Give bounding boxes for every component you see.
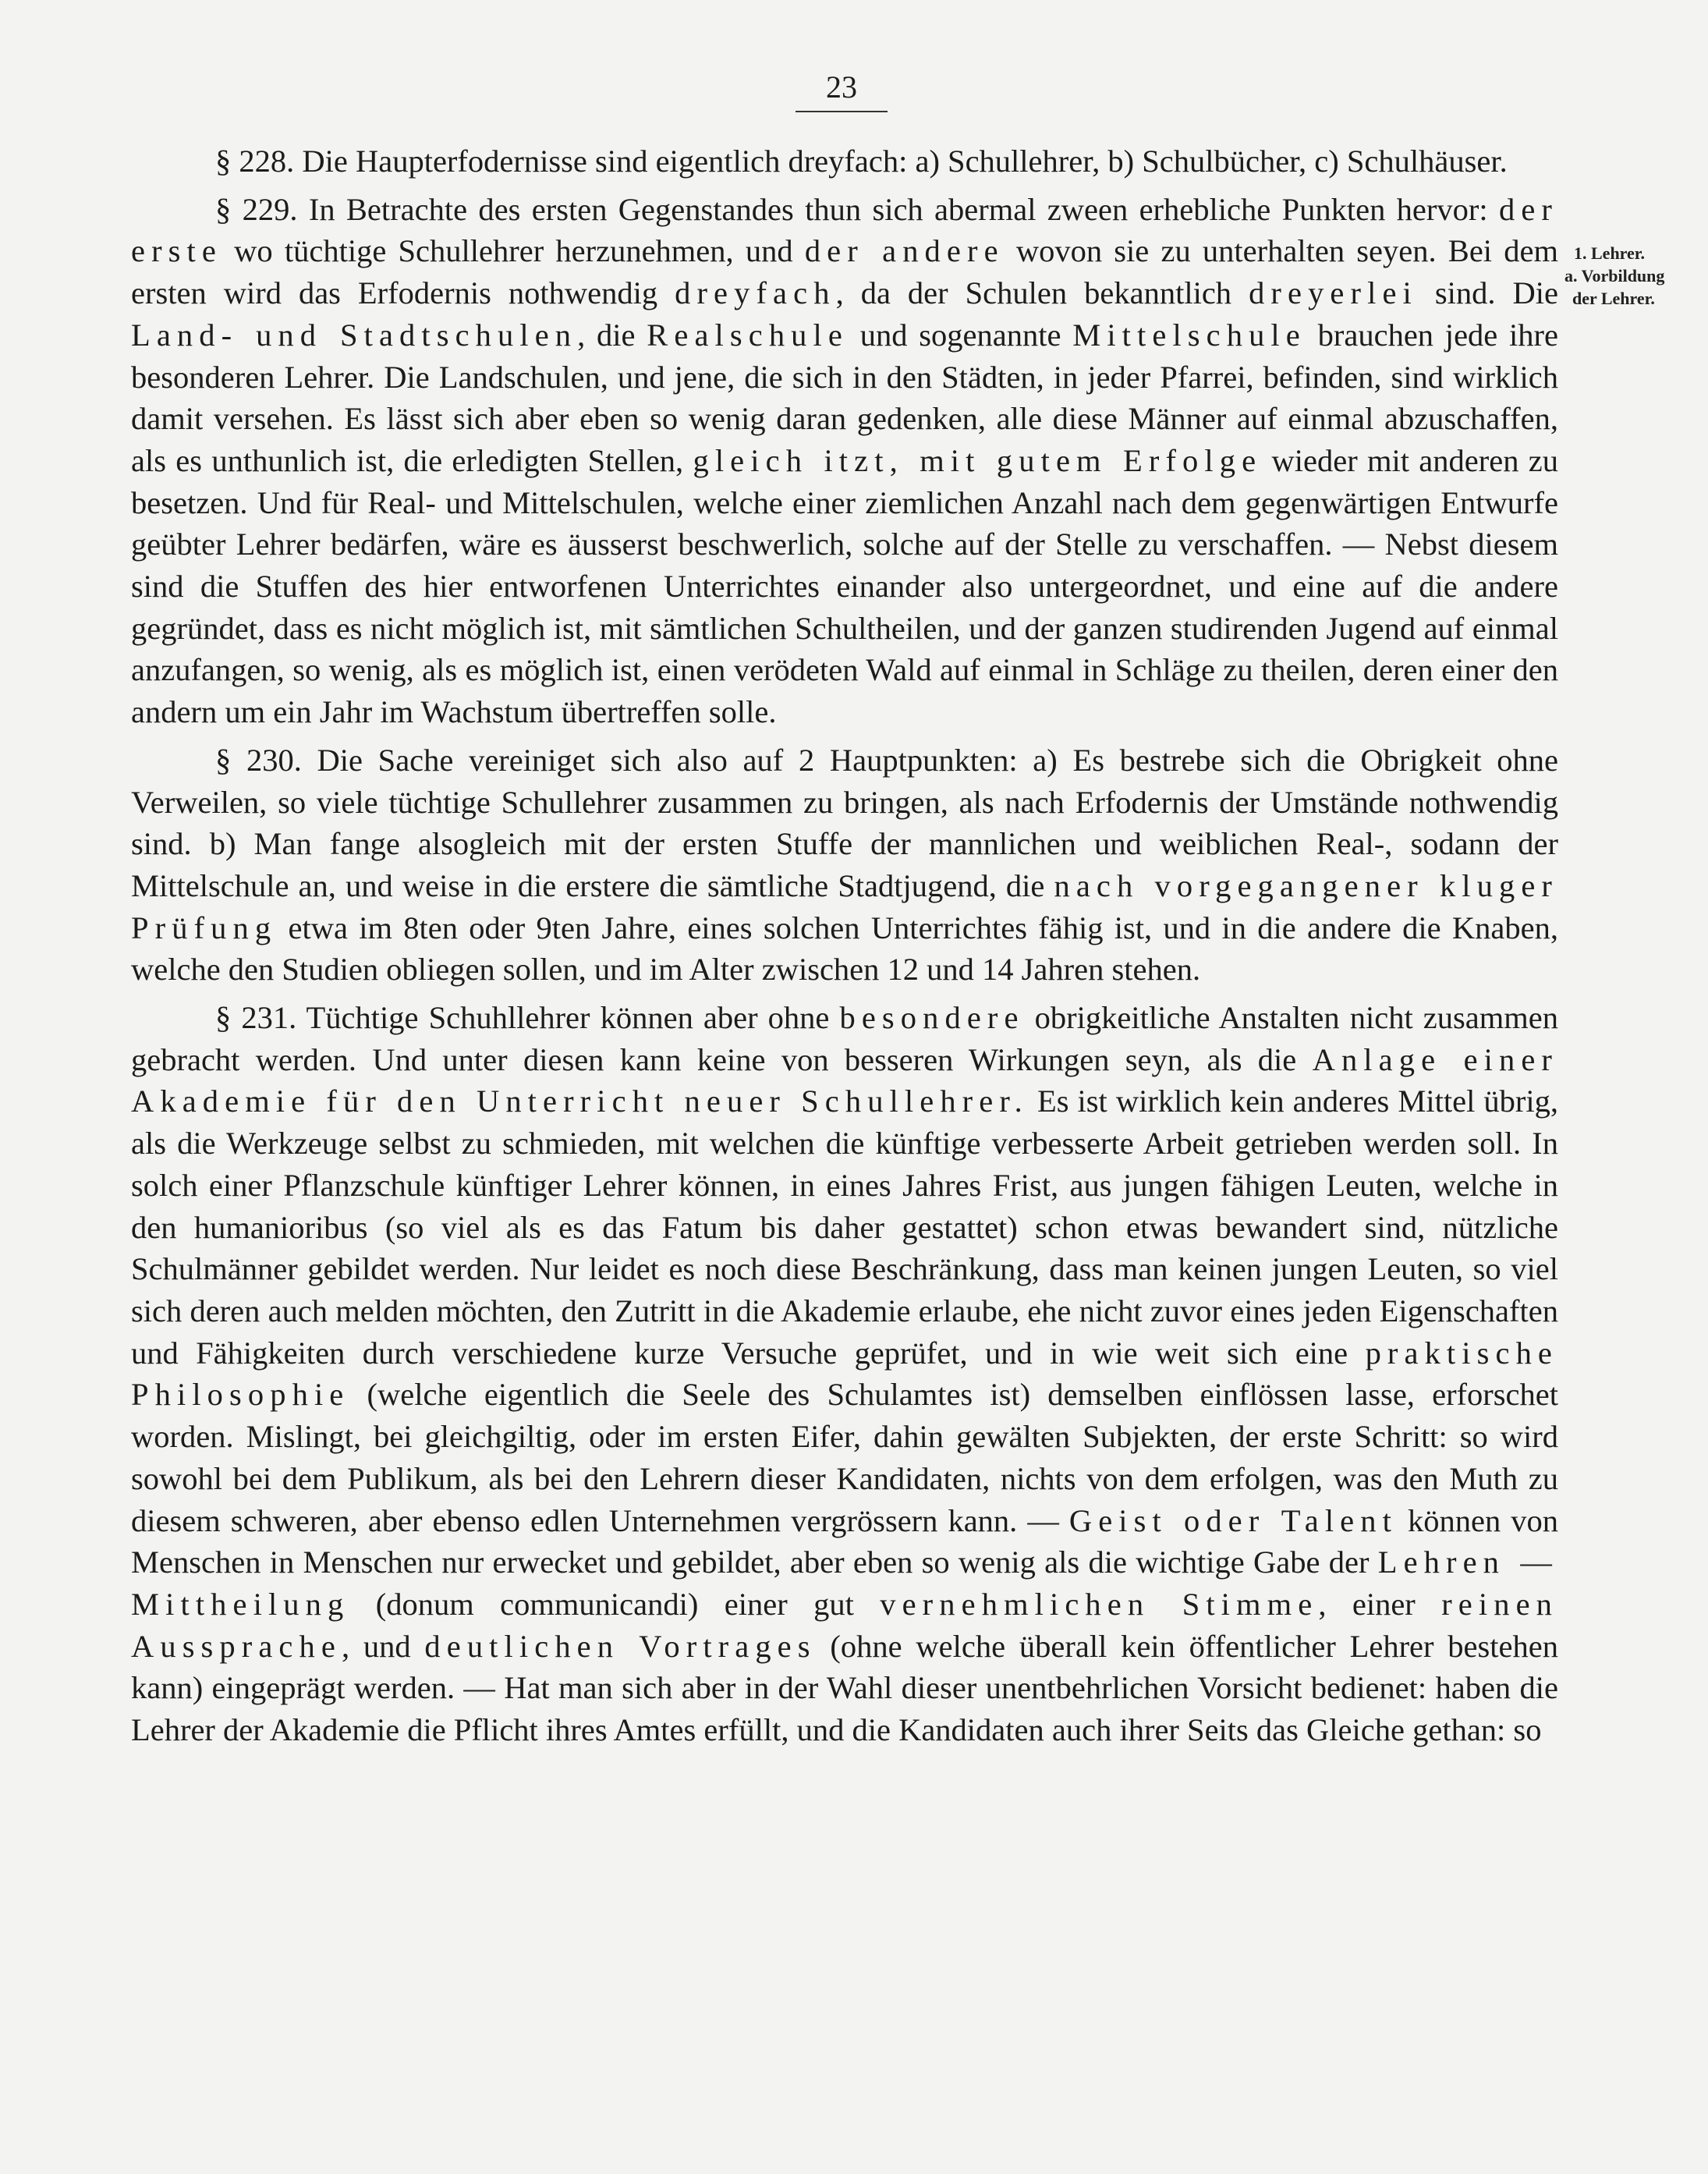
paragraph-text: wo tüchtige Schullehrer herzunehmen, und	[221, 233, 805, 269]
paragraph	[131, 739, 1558, 991]
paragraph-text: , da der Schulen bekanntlich	[835, 275, 1249, 311]
paragraph-text: Es ist wirklich kein anderes Mittel übrig, als die Werkzeuge selbst zu schmieden, mit welchen die künftige verbesserte Arbeit getrieben werden soll. In solch einer Pflanzschule künftiger Lehrer können, in eines Jahres Frist, aus jungen fähigen Leuten, welche in den humanioribus (so viel als es das Fatum bis daher gestattet) schon etwas bewandert sind, nützliche Schulmänner gebildet werden. Nur leidet es noch diese Beschränkung, dass man keinen jungen Leuten, so viel sich deren auch melden möchten, den Zutritt in die Akademie erlaube, ehe nicht zuvor eines jeden Eigenschaften und Fähigkeiten durch verschiedene kurze Versuche geprüfet, und in wie weit sich eine	[131, 1083, 1559, 1371]
spaced-emphasis-text: reinen Aussprache	[131, 1586, 1558, 1664]
spaced-emphasis-text: vernehmlichen Stimme	[880, 1586, 1319, 1622]
spaced-emphasis-text: der andere	[804, 233, 1005, 269]
spaced-emphasis-text: Anlage einer Akademie für den Unterricht neuer Schullehrer.	[131, 1041, 1559, 1119]
spaced-emphasis-text: Land- und Stadtschulen	[131, 317, 578, 353]
paragraph-text: § 231. Tüchtige Schuhllehrer können aber ohne	[215, 1000, 840, 1036]
spaced-emphasis-text: gleich itzt, mit gutem Erfolge	[693, 442, 1263, 478]
paragraph	[131, 997, 1558, 1751]
paragraph-text: , die	[577, 317, 647, 353]
paragraph	[131, 140, 1558, 183]
paragraph-text: , und	[341, 1628, 425, 1664]
spaced-emphasis-text: Realschule	[647, 317, 849, 353]
paragraph-text: sind. Die	[1417, 275, 1558, 311]
margin-note	[1564, 242, 1705, 310]
paragraph	[131, 189, 1558, 733]
paragraph-text: obrigkeitliche Anstalten nicht zusammen gebracht werden. Und unter diesen kann keine von besseren Wirkungen seyn, als die	[131, 1000, 1558, 1077]
paragraph-text: und sogenannte	[848, 317, 1073, 353]
spaced-emphasis-text: Geist oder Talent	[1068, 1502, 1398, 1538]
spaced-emphasis-text: deutlichen Vortrages	[424, 1628, 817, 1664]
margin-note-line: der Lehrer.	[1572, 289, 1655, 308]
spaced-emphasis-text: nach vorgegangener kluger Prüfung	[131, 867, 1559, 945]
paragraph-text: § 229. In Betrachte des ersten Gegenstandes thun sich abermal zween erhebliche Punkten hervor:	[215, 191, 1499, 227]
spaced-emphasis-text: Mittelschule	[1072, 317, 1306, 353]
spaced-emphasis-text: Lehren — Mittheilung	[131, 1544, 1559, 1622]
spaced-emphasis-text: der erste	[131, 191, 1558, 269]
paragraph-text: (donum communicandi) einer gut	[349, 1586, 881, 1622]
spaced-emphasis-text: dreyerlei	[1249, 275, 1418, 311]
spaced-emphasis-text: dreyfach	[675, 275, 836, 311]
paragraph-text: können von Menschen in Menschen nur erwecket und gebildet, aber eben so wenig als die wichtige Gabe der	[131, 1502, 1559, 1580]
margin-note-line: a. Vorbildung	[1564, 266, 1665, 285]
paragraph-text: , einer	[1318, 1586, 1442, 1622]
spaced-emphasis-text: praktische Philosophie	[131, 1335, 1558, 1413]
paragraph-text: wieder mit anderen zu besetzen. Und für Real- und Mittelschulen, welche einer ziemlichen Anzahl nach dem gegenwärtigen Entwurfe geübter Lehrer bedärfen, wäre es äusserst beschwerlich, solche auf der Stelle zu verschaffen. — Nebst diesem sind die Stuffen des hier entworfenen Unterrichtes einander also untergeordnet, und eine auf die andere gegründet, dass es nicht möglich ist, mit sämtlichen Schultheilen, und der ganzen studirenden Jugend auf einmal anzufangen, so wenig, als es möglich ist, einen verödeten Wald auf einmal in Schläge zu theilen, deren einer den andern um ein Jahr im Wachstum übertreffen solle.	[131, 442, 1558, 730]
paragraph-text: (welche eigentlich die Seele des Schulamtes ist) demselben einflössen lasse, erforschet worden. Mislingt, bei gleichgiltig, oder im ersten Eifer, dahin gewälten Subjekten, der erste Schritt: so wird sowohl bei dem Publikum, als bei den Lehrern dieser Kandidaten, nichts von dem erfolgen, was den Muth zu diesem schweren, aber ebenso edlen Unternehmen vergrössern kann. —	[131, 1377, 1558, 1538]
paragraph-text: § 230. Die Sache vereiniget sich also auf 2 Hauptpunkten: a) Es bestrebe sich die Obrigkeit ohne Verweilen, so viele tüchtige Schullehrer zusammen zu bringen, als nach Erfodernis der Umstände nothwendig sind. b) Man fange alsogleich mit der ersten Stuffe der mannlichen und weiblichen Real-, sodann der Mittelschule an, und weise in die erstere die sämtliche Stadtjugend, die	[131, 742, 1558, 903]
margin-note-line: 1. Lehrer.	[1574, 243, 1646, 263]
paragraph-text: wovon sie zu unterhalten seyen. Bei dem ersten wird das Erfodernis nothwendig	[131, 233, 1558, 311]
paragraph-text: etwa im 8ten oder 9ten Jahre, eines solchen Unterrichtes fähig ist, und in die andere die Knaben, welche den Studien obliegen sollen, und im Alter zwischen 12 und 14 Jahren stehen.	[131, 910, 1558, 988]
paragraph-text: (ohne welche überall kein öffentlicher Lehrer bestehen kann) eingeprägt werden. — Hat man sich aber in der Wahl dieser unentbehrlichen Vorsicht bedienet: haben die Lehrer der Akademie die Pflicht ihres Amtes erfüllt, und die Kandidaten auch ihrer Seits das Gleiche gethan: so	[131, 1628, 1558, 1748]
spaced-emphasis-text: besondere	[839, 1000, 1025, 1036]
page-number: 23	[796, 69, 888, 112]
paragraph-text: brauchen jede ihre besonderen Lehrer. Die Landschulen, und jene, die sich in den Städten, in jeder Pfarrei, befinden, sind wirklich damit versehen. Es lässt sich aber eben so wenig daran gedenken, alle diese Männer auf einmal abzuschaffen, als es unthunlich ist, die erledigten Stellen,	[131, 317, 1558, 478]
main-text	[131, 140, 1558, 1757]
paragraph-text: § 228. Die Haupterfodernisse sind eigentlich dreyfach: a) Schullehrer, b) Schulbücher, c) Schulhäuser.	[215, 144, 1508, 179]
